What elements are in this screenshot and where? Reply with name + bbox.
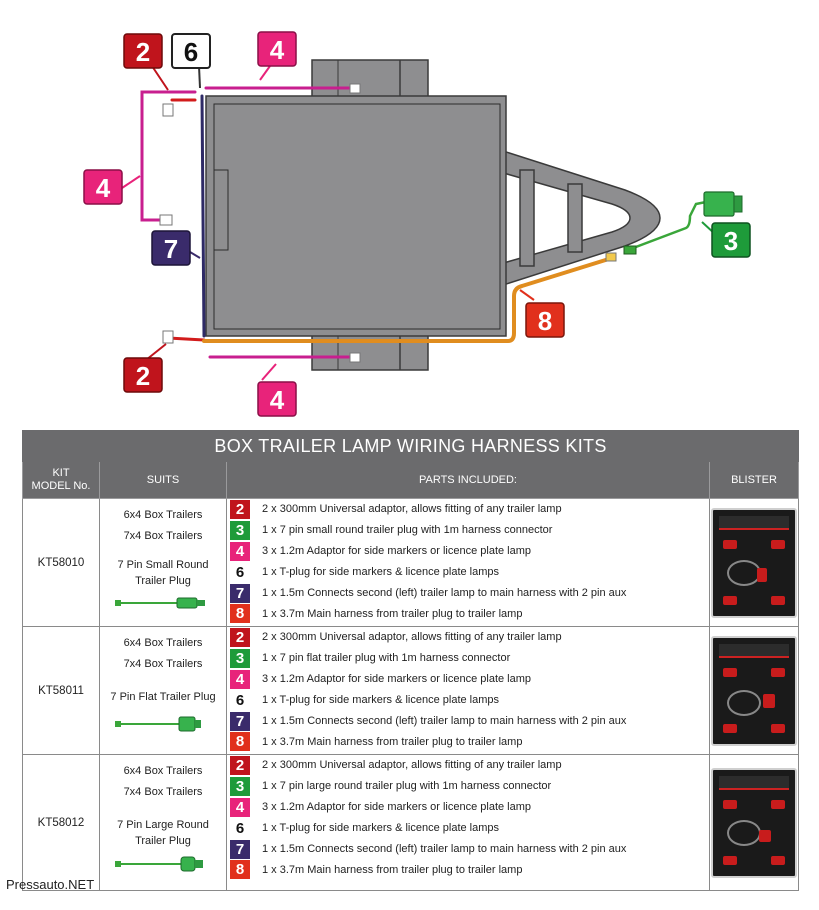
part-row — [227, 776, 709, 797]
blister-pack-image — [711, 768, 797, 878]
badge-8-right — [526, 303, 564, 337]
part-number-badge: 4 — [230, 542, 250, 561]
part-row — [227, 859, 709, 880]
badge-4-top — [258, 32, 296, 66]
header-parts-included: PARTS INCLUDED: — [227, 462, 710, 499]
kit-row-kt58010 — [23, 499, 799, 627]
kit-suits — [100, 499, 227, 627]
suit-line: 6x4 Box Trailers — [123, 765, 203, 777]
suit-line: 7 Pin Large Round — [117, 819, 209, 831]
badge-2-bottom-left — [124, 358, 162, 392]
part-row — [227, 583, 709, 604]
badge-number: 8 — [537, 306, 553, 336]
part-number-badge: 7 — [230, 712, 250, 731]
badge-number: 7 — [163, 234, 179, 264]
badge-6-top — [172, 34, 210, 68]
badge-number: 3 — [723, 226, 739, 256]
trailer-drawbar — [500, 150, 660, 286]
part-description: 1 x 3.7m Main harness from trailer plug to trailer lamp — [262, 607, 523, 620]
kit-suits — [100, 627, 227, 755]
table-title: BOX TRAILER LAMP WIRING HARNESS KITS — [23, 431, 799, 462]
part-number-badge: 7 — [230, 840, 250, 859]
part-row — [227, 731, 709, 752]
part-description: 1 x T-plug for side markers & licence plate lamps — [262, 566, 500, 579]
part-row — [227, 711, 709, 732]
kit-model: KT58010 — [23, 499, 100, 627]
badge-3-right — [712, 223, 750, 257]
suit-line: 6x4 Box Trailers — [123, 509, 203, 521]
part-description: 1 x T-plug for side markers & licence plate lamps — [262, 822, 500, 835]
part-row — [227, 562, 709, 583]
part-description: 1 x 3.7m Main harness from trailer plug to trailer lamp — [262, 863, 523, 876]
part-number-badge: 6 — [230, 691, 250, 710]
kit-parts — [227, 499, 710, 627]
part-description: 1 x 7 pin small round trailer plug with 1m harness connector — [262, 524, 553, 537]
kit-row-kt58012 — [23, 755, 799, 891]
part-row — [227, 797, 709, 818]
badge-7-left — [152, 231, 190, 265]
header-kit-model — [23, 462, 100, 499]
part-description: 2 x 300mm Universal adaptor, allows fitting of any trailer lamp — [262, 631, 562, 644]
watermark-credit: Pressauto.NET — [6, 877, 95, 892]
part-number-badge: 8 — [230, 732, 250, 751]
badge-number: 4 — [269, 35, 285, 65]
part-number-badge: 3 — [230, 649, 250, 668]
part-row — [227, 648, 709, 669]
suit-line: 6x4 Box Trailers — [123, 637, 203, 649]
suit-line: 7 Pin Small Round — [117, 559, 209, 571]
badge-number: 4 — [95, 173, 111, 203]
kit-blister — [710, 499, 799, 627]
part-row — [227, 669, 709, 690]
suit-line: 7 Pin Flat Trailer Plug — [110, 691, 216, 703]
part-number-badge: 2 — [230, 756, 250, 775]
kit-model: KT58011 — [23, 627, 100, 755]
part-row — [227, 818, 709, 839]
part-row — [227, 755, 709, 776]
part-description: 3 x 1.2m Adaptor for side markers or licence plate lamp — [262, 673, 532, 686]
kit-suits — [100, 755, 227, 891]
part-number-badge: 2 — [230, 628, 250, 647]
trailer-plug-icon — [704, 192, 742, 216]
part-row — [227, 690, 709, 711]
suit-line: Trailer Plug — [135, 835, 191, 847]
trailer-wiring-diagram — [0, 0, 819, 425]
kit-blister — [710, 755, 799, 891]
part-number-badge: 4 — [230, 798, 250, 817]
part-description: 3 x 1.2m Adaptor for side markers or licence plate lamp — [262, 801, 532, 814]
badge-2-top-left — [124, 34, 162, 68]
header-kit-line1: KIT — [52, 467, 70, 479]
part-row — [227, 541, 709, 562]
part-description: 3 x 1.2m Adaptor for side markers or licence plate lamp — [262, 545, 532, 558]
part-number-badge: 2 — [230, 500, 250, 519]
harness-kits-table — [22, 430, 799, 891]
badge-number: 6 — [183, 37, 199, 67]
part-description: 1 x 1.5m Connects second (left) trailer lamp to main harness with 2 pin aux — [262, 843, 627, 855]
trailer-body — [206, 96, 506, 336]
part-description: 2 x 300mm Universal adaptor, allows fitting of any trailer lamp — [262, 759, 562, 772]
flat-plug-icon — [115, 716, 211, 732]
part-description: 1 x 1.5m Connects second (left) trailer lamp to main harness with 2 pin aux — [262, 715, 627, 727]
part-description: 1 x 3.7m Main harness from trailer plug to trailer lamp — [262, 735, 523, 748]
header-suits: SUITS — [100, 462, 227, 499]
part-number-badge: 6 — [230, 819, 250, 838]
part-row — [227, 627, 709, 648]
part-row — [227, 839, 709, 860]
part-number-badge: 3 — [230, 521, 250, 540]
part-description: 1 x T-plug for side markers & licence plate lamps — [262, 694, 500, 707]
kit-blister — [710, 627, 799, 755]
part-number-badge: 3 — [230, 777, 250, 796]
blister-pack-image — [711, 508, 797, 618]
header-blister: BLISTER — [710, 462, 799, 499]
kit-model: KT58012 — [23, 755, 100, 891]
part-description: 1 x 7 pin large round trailer plug with 1m harness connector — [262, 780, 552, 793]
badge-4-left — [84, 170, 122, 204]
badge-4-bottom — [258, 382, 296, 416]
kit-parts — [227, 755, 710, 891]
badge-number: 2 — [135, 37, 151, 67]
part-number-badge: 8 — [230, 604, 250, 623]
part-row — [227, 499, 709, 520]
part-description: 2 x 300mm Universal adaptor, allows fitting of any trailer lamp — [262, 503, 562, 516]
part-row — [227, 520, 709, 541]
header-kit-line2: MODEL No. — [31, 480, 91, 492]
badge-number: 4 — [269, 385, 285, 415]
table-header-row — [23, 462, 799, 499]
part-row — [227, 603, 709, 624]
blister-pack-image — [711, 636, 797, 746]
suit-line: Trailer Plug — [135, 575, 191, 587]
small-round-plug-icon — [115, 596, 211, 610]
suit-line: 7x4 Box Trailers — [123, 530, 203, 542]
badge-number: 2 — [135, 361, 151, 391]
part-number-badge: 8 — [230, 860, 250, 879]
part-number-badge: 6 — [230, 563, 250, 582]
part-number-badge: 4 — [230, 670, 250, 689]
part-description: 1 x 7 pin flat trailer plug with 1m harness connector — [262, 652, 511, 665]
kit-parts — [227, 627, 710, 755]
suit-line: 7x4 Box Trailers — [123, 786, 203, 798]
large-round-plug-icon — [115, 856, 211, 872]
kit-row-kt58011 — [23, 627, 799, 755]
suit-line: 7x4 Box Trailers — [123, 658, 203, 670]
part-description: 1 x 1.5m Connects second (left) trailer lamp to main harness with 2 pin aux — [262, 587, 627, 599]
part-number-badge: 7 — [230, 584, 250, 603]
